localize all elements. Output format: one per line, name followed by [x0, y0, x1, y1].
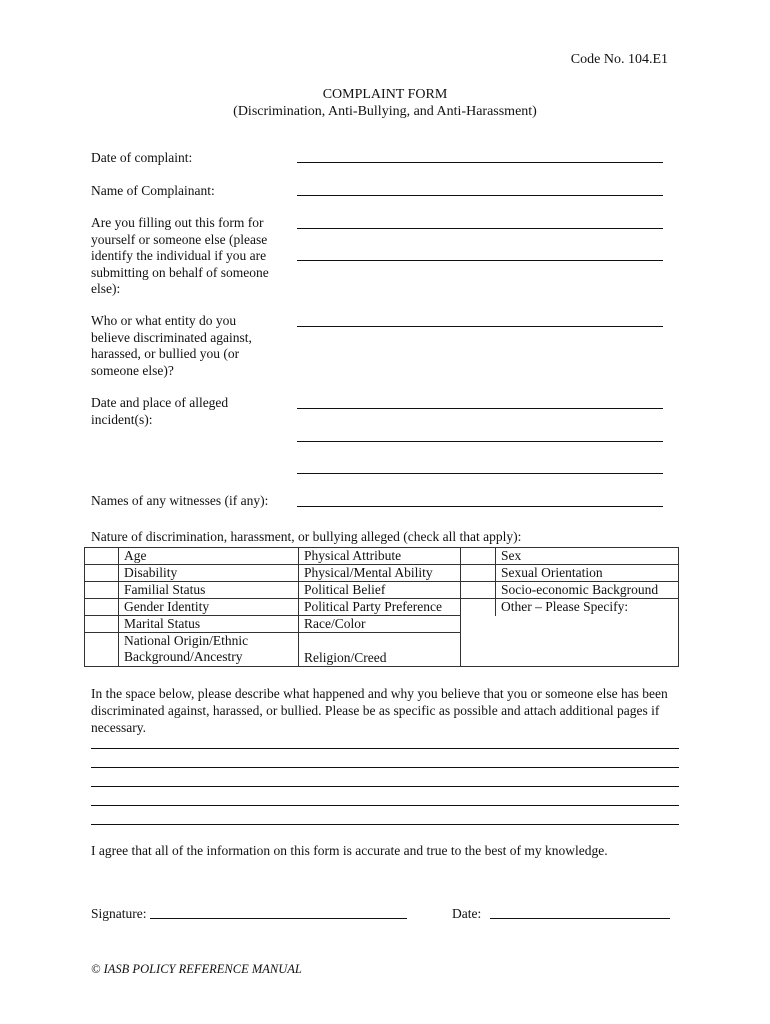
- date-place-label: Date and place of alleged incident(s):: [91, 395, 229, 427]
- option-age: Age: [119, 548, 299, 565]
- other-specify-field[interactable]: [461, 616, 679, 667]
- agreement-statement: I agree that all of the information on this form is accurate and true to the best of my knowledge.: [91, 843, 608, 858]
- description-line-5[interactable]: [91, 824, 679, 825]
- option-national-origin: National Origin/Ethnic Background/Ancestry: [119, 633, 299, 667]
- option-gender-identity: Gender Identity: [119, 599, 299, 616]
- table-row: [85, 548, 679, 565]
- date-place-field-3[interactable]: [297, 473, 663, 474]
- nature-heading: Nature of discrimination, harassment, or bullying alleged (check all that apply):: [91, 529, 522, 544]
- checkbox-socio-economic[interactable]: [461, 582, 496, 599]
- footer-copyright: © IASB POLICY REFERENCE MANUAL: [91, 962, 302, 976]
- filling-for-field-2[interactable]: [297, 260, 663, 261]
- signature-field[interactable]: [150, 918, 407, 919]
- form-title-main: COMPLAINT FORM: [322, 87, 448, 102]
- option-familial-status: Familial Status: [119, 582, 299, 599]
- table-row: [85, 582, 679, 599]
- description-instructions: In the space below, please describe what happened and why you believe that you or someone else has been discriminated against, harassed, or bullied. Please be as specific as possible and attach additional pages if necessary.: [91, 686, 668, 735]
- who-entity-label: Who or what entity do you believe discriminated against, harassed, or bullied you (or someone else)?: [91, 313, 252, 378]
- form-title: [0, 86, 770, 120]
- option-physical-attribute[interactable]: Physical Attribute: [299, 548, 461, 565]
- checkbox-other[interactable]: [461, 599, 496, 616]
- date-of-complaint-field[interactable]: [297, 162, 663, 163]
- option-other: Other – Please Specify:: [496, 599, 679, 616]
- form-subtitle: (Discrimination, Anti-Bullying, and Anti-Harassment): [233, 104, 537, 119]
- option-sex: Sex: [496, 548, 679, 565]
- name-of-complainant-label: Name of Complainant:: [91, 183, 215, 198]
- checkbox-disability[interactable]: [85, 565, 119, 582]
- who-entity-field[interactable]: [297, 326, 663, 327]
- date-of-complaint-label: Date of complaint:: [91, 150, 193, 165]
- date-place-field-2[interactable]: [297, 441, 663, 442]
- date-field[interactable]: [490, 918, 670, 919]
- checkbox-sexual-orientation[interactable]: [461, 565, 496, 582]
- filling-for-label: Are you filling out this form for yourself or someone else (please identify the individual if you are submitting on behalf of someone else):: [91, 215, 269, 296]
- option-sexual-orientation: Sexual Orientation: [496, 565, 679, 582]
- witnesses-field[interactable]: [297, 506, 663, 507]
- option-socio-economic: Socio-economic Background: [496, 582, 679, 599]
- checkbox-marital-status[interactable]: [85, 616, 119, 633]
- option-marital-status: Marital Status: [119, 616, 299, 633]
- description-line-2[interactable]: [91, 767, 679, 768]
- checkbox-sex[interactable]: [461, 548, 496, 565]
- date-place-field-1[interactable]: [297, 408, 663, 409]
- checkbox-familial-status[interactable]: [85, 582, 119, 599]
- option-race-color[interactable]: Race/Color: [299, 616, 461, 633]
- checkbox-national-origin[interactable]: [85, 633, 119, 667]
- description-line-3[interactable]: [91, 786, 679, 787]
- checkbox-age[interactable]: [85, 548, 119, 565]
- option-religion-creed[interactable]: Religion/Creed: [299, 633, 461, 667]
- date-label: Date:: [452, 906, 482, 921]
- code-number: Code No. 104.E1: [570, 52, 668, 67]
- option-physical-mental-ability[interactable]: Physical/Mental Ability: [299, 565, 461, 582]
- option-political-party[interactable]: Political Party Preference: [299, 599, 461, 616]
- signature-label: Signature:: [91, 906, 147, 921]
- description-line-4[interactable]: [91, 805, 679, 806]
- checkbox-gender-identity[interactable]: [85, 599, 119, 616]
- nature-checklist-table: [84, 547, 679, 667]
- table-row: [85, 599, 679, 616]
- option-political-belief[interactable]: Political Belief: [299, 582, 461, 599]
- table-row: [85, 616, 679, 633]
- option-disability: Disability: [119, 565, 299, 582]
- filling-for-field-1[interactable]: [297, 228, 663, 229]
- witnesses-label: Names of any witnesses (if any):: [91, 493, 269, 508]
- name-of-complainant-field[interactable]: [297, 195, 663, 196]
- description-line-1[interactable]: [91, 748, 679, 749]
- table-row: [85, 565, 679, 582]
